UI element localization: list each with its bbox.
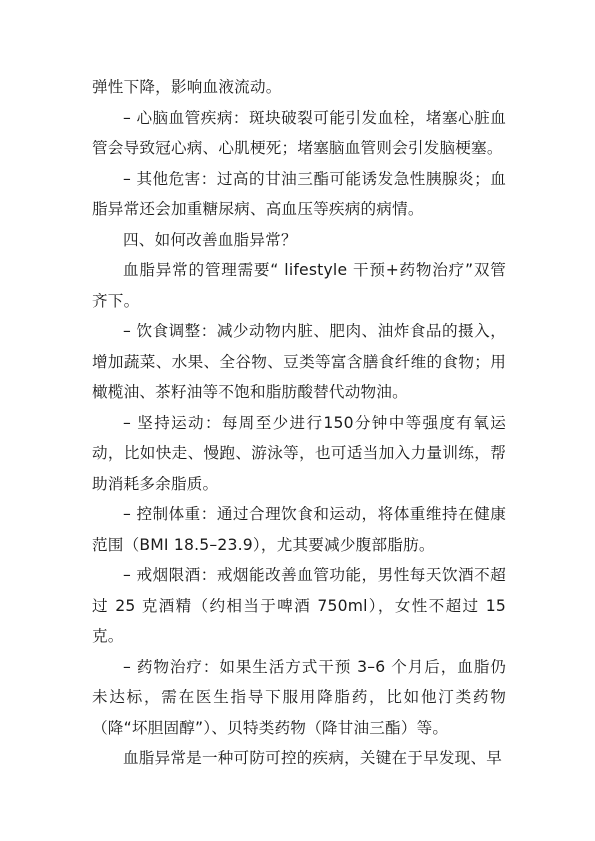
- paragraph-management-intro: 血脂异常的管理需要“ lifestyle 干预+药物治疗”双管齐下。: [92, 261, 506, 310]
- paragraph-other-risks: – 其他危害：过高的甘油三酯可能诱发急性胰腺炎；血脂异常还会加重糖尿病、高血压等疾病的病情。: [92, 169, 506, 218]
- paragraph-exercise: – 坚持运动：每周至少进行150分钟中等强度有氧运动，比如快走、慢跑、游泳等，也可适当加入力量训练，帮助消耗多余脂质。: [92, 413, 506, 493]
- section-heading-improve: 四、如何改善血脂异常？: [123, 230, 297, 249]
- document-body: [92, 72, 506, 774]
- paragraph-continuation: 弹性下降，影响血液流动。: [92, 78, 282, 96]
- paragraph-weight: – 控制体重：通过合理饮食和运动，将体重维持在健康范围（BMI 18.5–23.9），尤其要减少腹部脂肪。: [92, 505, 506, 554]
- paragraph-medication: – 药物治疗：如果生活方式干预 3–6 个月后，血脂仍未达标，需在医生指导下服用降脂药，比如他汀类药物（降“坏胆固醇”）、贝特类药物（降甘油三酯）等。: [92, 657, 506, 737]
- paragraph-cardio-risk: – 心脑血管疾病：斑块破裂可能引发血栓，堵塞心脏血管会导致冠心病、心肌梗死；堵塞脑血管则会引发脑梗塞。: [92, 108, 506, 157]
- paragraph-smoking-alcohol: – 戒烟限酒：戒烟能改善血管功能，男性每天饮酒不超过 25 克酒精（约相当于啤酒 750ml），女性不超过 15 克。: [92, 566, 506, 645]
- paragraph-conclusion: 血脂异常是一种可防可控的疾病，关键在于早发现、早: [123, 749, 503, 767]
- paragraph-diet: – 饮食调整：减少动物内脏、肥肉、油炸食品的摄入，增加蔬菜、水果、全谷物、豆类等富含膳食纤维的食物；用橄榄油、茶籽油等不饱和脂肪酸替代动物油。: [92, 322, 506, 401]
